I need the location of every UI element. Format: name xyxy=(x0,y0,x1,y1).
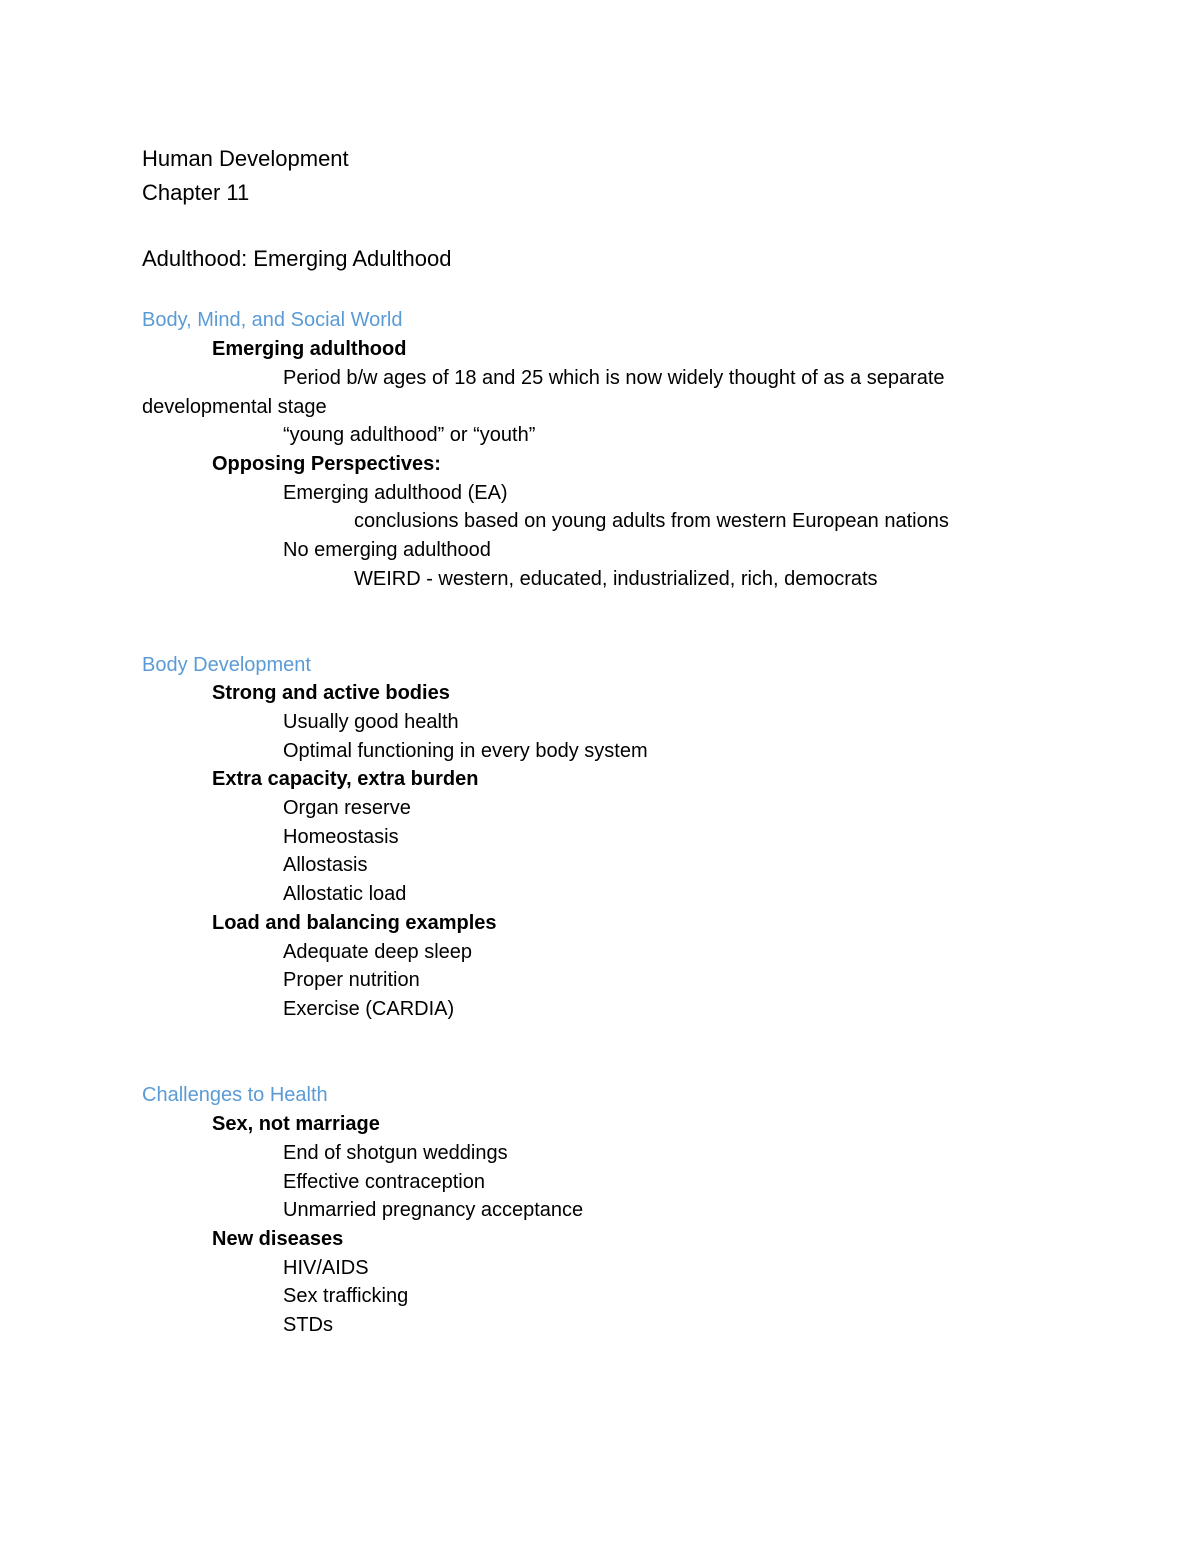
list-item: Proper nutrition xyxy=(283,969,420,991)
subheading-sex-not-marriage: Sex, not marriage xyxy=(212,1113,380,1135)
list-item: Allostatic load xyxy=(283,883,407,905)
list-item: Optimal functioning in every body system xyxy=(283,740,648,762)
subheading-load-balancing: Load and balancing examples xyxy=(212,912,497,934)
subheading-new-diseases: New diseases xyxy=(212,1228,344,1250)
list-item: Organ reserve xyxy=(283,797,411,819)
subheading-opposing-perspectives: Opposing Perspectives: xyxy=(212,453,441,475)
list-item: HIV/AIDS xyxy=(283,1257,369,1279)
subheading-strong-bodies: Strong and active bodies xyxy=(212,682,450,704)
section-heading-body-development: Body Development xyxy=(142,654,311,676)
list-item: Allostasis xyxy=(283,854,368,876)
list-item: Unmarried pregnancy acceptance xyxy=(283,1199,584,1221)
emerging-alias: “young adulthood” or “youth” xyxy=(283,424,536,446)
list-item: Effective contraception xyxy=(283,1171,485,1193)
list-item: Homeostasis xyxy=(283,826,399,848)
list-item: Adequate deep sleep xyxy=(283,941,473,963)
emerging-definition-line1: Period b/w ages of 18 and 25 which is now widely thought of as a separate xyxy=(283,367,945,389)
ea-label: Emerging adulthood (EA) xyxy=(283,482,508,504)
list-item: Sex trafficking xyxy=(283,1285,409,1307)
no-ea-label: No emerging adulthood xyxy=(283,539,491,561)
subheading-extra-capacity: Extra capacity, extra burden xyxy=(212,768,479,790)
section-heading-challenges-health: Challenges to Health xyxy=(142,1084,328,1106)
topic-title: Adulthood: Emerging Adulthood xyxy=(142,246,452,271)
list-item: STDs xyxy=(283,1314,333,1336)
list-item: Exercise (CARDIA) xyxy=(283,998,455,1020)
section-heading-body-mind-social: Body, Mind, and Social World xyxy=(142,309,403,331)
list-item: Usually good health xyxy=(283,711,459,733)
document-title: Human Development xyxy=(142,146,349,171)
list-item: End of shotgun weddings xyxy=(283,1142,508,1164)
ea-detail: conclusions based on young adults from western European nations xyxy=(354,510,949,532)
subheading-emerging-adulthood: Emerging adulthood xyxy=(212,338,407,360)
chapter-label: Chapter 11 xyxy=(142,180,250,205)
emerging-definition-line2: developmental stage xyxy=(142,396,327,418)
no-ea-detail: WEIRD - western, educated, industrialized, rich, democrats xyxy=(354,568,878,590)
